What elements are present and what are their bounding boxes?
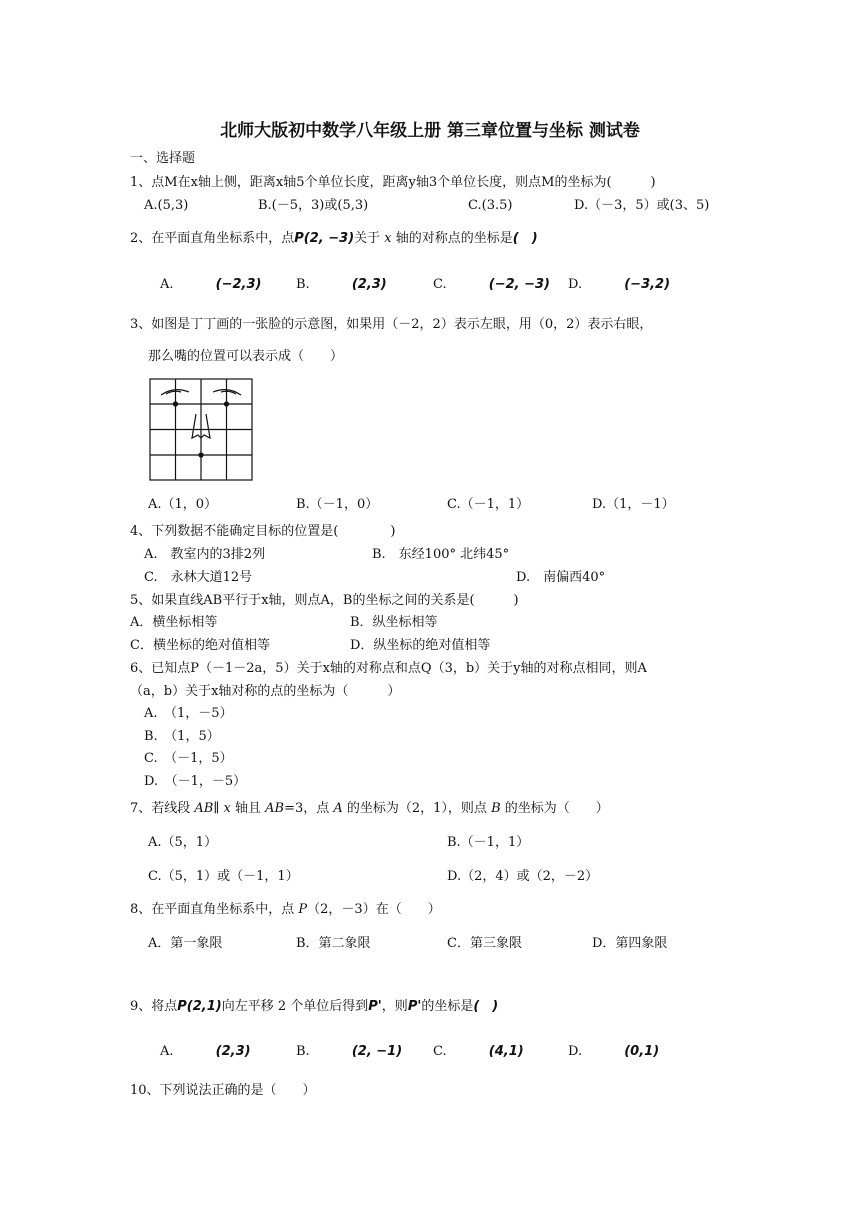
q9-point-prime: P' (368, 999, 382, 1014)
question-1-option-d[interactable]: D.（－3，5）或(3、5) (574, 198, 710, 213)
question-8-stem (130, 901, 441, 919)
q7-segment-ab: AB (194, 801, 214, 816)
q7-axis-x: x (223, 801, 231, 816)
question-2-option-b[interactable] (296, 276, 387, 294)
question-1-option-b[interactable]: B.(－5，3)或(5,3) (258, 198, 369, 213)
q7-point-b: B (491, 801, 501, 816)
q7-stem-mid3: 的坐标为（2，1），则点 (342, 801, 492, 816)
q7-point-a: A (333, 801, 343, 816)
option-label: D. (568, 1044, 583, 1059)
q9-stem-mid2: ，则 (381, 999, 408, 1014)
question-4-option-b[interactable]: B. 东经100° 北纬45° (372, 547, 510, 562)
question-10-stem: 10、下列说法正确的是（ ） (130, 1083, 316, 1098)
question-9-stem (130, 998, 498, 1016)
question-8-option-a[interactable]: A．第一象限 (148, 936, 223, 951)
q9-stem-mid: 向左平移 2 个单位后得到 (221, 999, 369, 1014)
q8-stem-pre: 8、在平面直角坐标系中，点 (130, 902, 299, 917)
question-4-option-a[interactable]: A. 教室内的3排2列 (144, 547, 266, 562)
q7-stem-post: 的坐标为（ ） (500, 801, 609, 816)
option-value: (−2,3) (215, 277, 262, 292)
question-6-stem-line1: 6、已知点P（－1－2a，5）关于x轴的对称点和点Q（3，b）关于y轴的对称点相同，则A (130, 661, 647, 676)
option-label: D. (568, 277, 583, 292)
question-4-option-c[interactable]: C. 永林大道12号 (144, 570, 253, 585)
question-8-option-c[interactable]: C．第三象限 (447, 936, 522, 951)
option-value: (2, −1) (351, 1044, 403, 1059)
option-value: (4,1) (488, 1044, 524, 1059)
mouth-dot (198, 452, 203, 457)
question-8-option-d[interactable]: D．第四象限 (592, 936, 668, 951)
question-6-option-b[interactable]: B. （1，5） (144, 729, 220, 744)
q7-parallel: ∥ (213, 801, 224, 816)
q9-paren: ( ) (473, 999, 499, 1014)
option-label: A. (160, 277, 174, 292)
question-9-option-c[interactable] (433, 1043, 524, 1061)
question-3-option-c[interactable]: C.（－1，1） (447, 497, 530, 512)
question-2-paren: ( ) (512, 231, 538, 246)
question-7-stem (130, 800, 609, 818)
question-2-option-a[interactable] (160, 276, 261, 294)
option-value: (2,3) (215, 1044, 251, 1059)
q9-point-prime-2: P' (407, 999, 422, 1014)
question-2-stem-post: 轴的对称点的坐标是 (391, 231, 513, 246)
option-label: B. (296, 277, 310, 292)
question-5-stem: 5、如果直线AB平行于x轴，则点A，B的坐标之间的关系是( ) (130, 593, 519, 608)
question-6-stem-line2: （a，b）关于x轴对称的点的坐标为（ ） (130, 684, 401, 699)
question-3-stem-line1: 3、如图是丁丁画的一张脸的示意图，如果用（－2，2）表示左眼，用（0，2）表示右眼， (130, 317, 653, 332)
question-2-axis: x (384, 231, 392, 246)
q7-stem-mid1: 轴且 (230, 801, 266, 816)
question-2-stem-mid: 关于 (354, 231, 385, 246)
question-6-option-c[interactable]: C. （－1，5） (144, 751, 233, 766)
question-9-option-b[interactable] (296, 1043, 402, 1061)
question-5-option-c[interactable]: C．横坐标的绝对值相等 (130, 638, 270, 653)
right-eye-dot (224, 401, 229, 406)
question-2-option-c[interactable] (433, 276, 550, 294)
option-label: B. (296, 1044, 310, 1059)
question-7-option-d[interactable]: D.（2，4）或（2，－2） (447, 869, 599, 884)
question-7-option-a[interactable]: A.（5，1） (148, 835, 218, 850)
question-9-option-a[interactable] (160, 1043, 251, 1061)
page-title: 北师大版初中数学八年级上册 第三章位置与坐标 测试卷 (220, 121, 640, 141)
question-5-option-d[interactable]: D．纵坐标的绝对值相等 (350, 638, 491, 653)
q8-stem-post: （2，－3）在（ ） (307, 902, 441, 917)
q9-stem-pre: 9、将点 (130, 999, 178, 1014)
option-value: (−3,2) (624, 277, 671, 292)
question-3-option-a[interactable]: A.（1，0） (148, 497, 218, 512)
option-label: A. (160, 1044, 174, 1059)
question-3-option-d[interactable]: D.（1，－1） (592, 497, 675, 512)
question-6-option-d[interactable]: D. （－1，－5） (144, 774, 247, 789)
question-4-stem: 4、下列数据不能确定目标的位置是( ) (130, 524, 396, 539)
question-2-stem (130, 230, 538, 248)
option-value: (2,3) (351, 277, 387, 292)
q7-stem-mid2: =3，点 (284, 801, 334, 816)
question-3-option-b[interactable]: B.（－1，0） (296, 497, 379, 512)
option-label: C. (433, 1044, 447, 1059)
question-4-option-d[interactable]: D. 南偏西40° (516, 570, 606, 585)
face-grid-figure (149, 378, 254, 482)
question-7-option-c[interactable]: C.（5，1）或（－1，1） (148, 869, 299, 884)
question-2-point: P(2, −3) (294, 231, 355, 246)
q7-stem-pre: 7、若线段 (130, 801, 195, 816)
question-2-option-d[interactable] (568, 276, 670, 294)
question-3-stem-line2: 那么嘴的位置可以表示成（ ） (148, 349, 344, 364)
q9-point: P(2,1) (177, 999, 222, 1014)
left-eye-dot (173, 401, 178, 406)
q7-segment-ab-2: AB (265, 801, 285, 816)
question-6-option-a[interactable]: A. （1，－5） (144, 706, 233, 721)
question-1-option-c[interactable]: C.(3.5) (468, 198, 513, 213)
question-1-stem: 1、点M在x轴上侧，距离x轴5个单位长度，距离y轴3个单位长度，则点M的坐标为( ) (130, 175, 656, 190)
question-5-option-b[interactable]: B．纵坐标相等 (350, 615, 438, 630)
question-8-option-b[interactable]: B．第二象限 (296, 936, 371, 951)
option-value: (−2, −3) (488, 277, 550, 292)
question-2-stem-pre: 2、在平面直角坐标系中，点 (130, 231, 295, 246)
option-value: (0,1) (624, 1044, 660, 1059)
question-7-option-b[interactable]: B.（－1，1） (447, 835, 530, 850)
q8-point-p: P (298, 902, 308, 917)
question-9-option-d[interactable] (568, 1043, 659, 1061)
question-5-option-a[interactable]: A．横坐标相等 (130, 615, 218, 630)
section-heading: 一、选择题 (130, 151, 196, 166)
question-1-option-a[interactable]: A.(5,3) (144, 198, 189, 213)
option-label: C. (433, 277, 447, 292)
q9-stem-post: 的坐标是 (421, 999, 474, 1014)
